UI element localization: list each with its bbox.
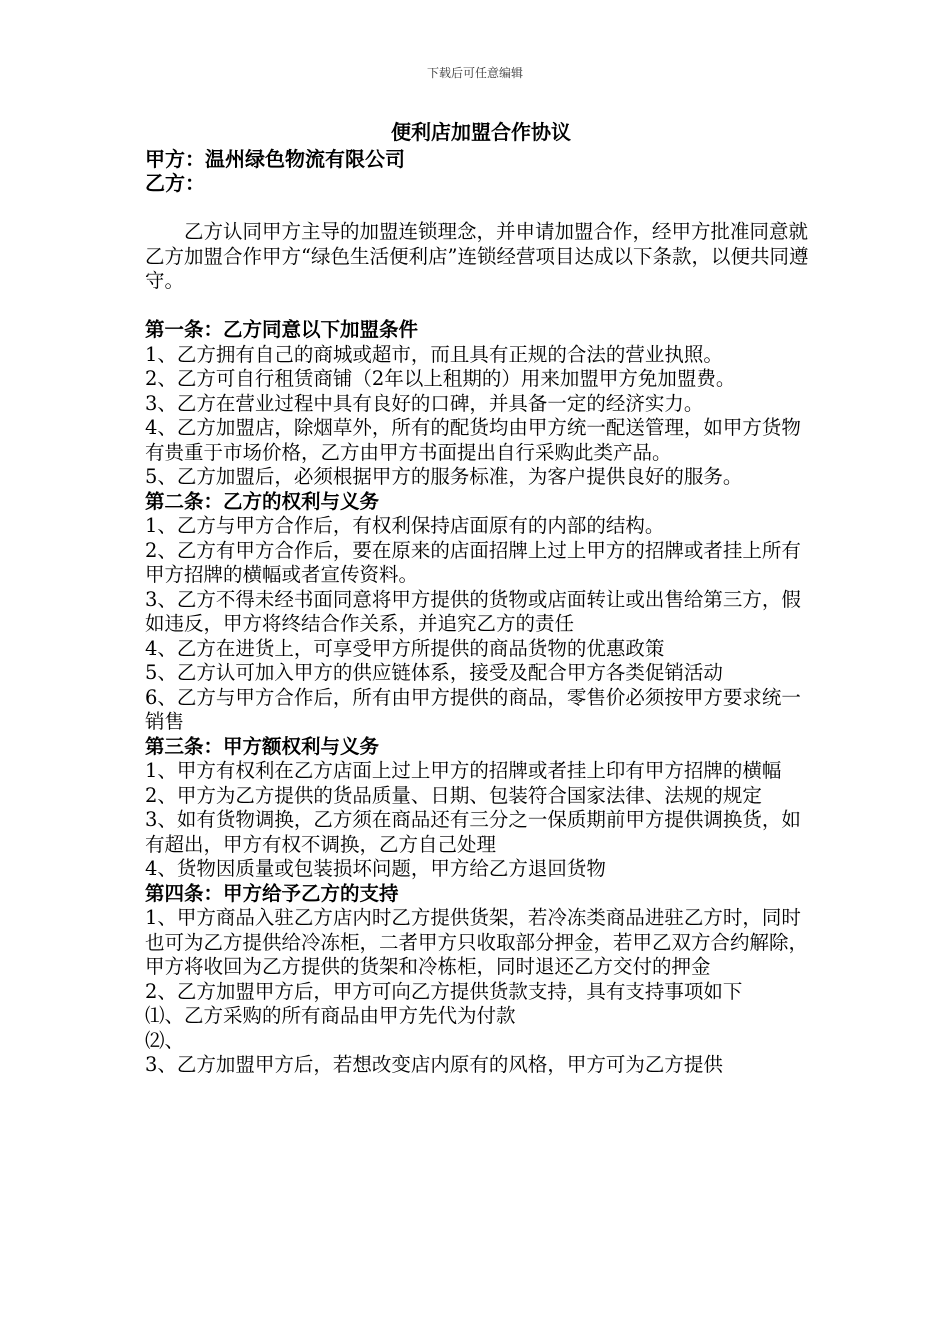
section-1-item: 5、乙方加盟后，必须根据甲方的服务标准，为客户提供良好的服务。	[145, 465, 743, 488]
section-1-item: 3、乙方在营业过程中具有良好的口碑，并具备一定的经济实力。	[145, 391, 704, 415]
section-4-item: 1、甲方商品入驻乙方店内时乙方提供货架，若冷冻类商品进驻乙方时，同时也可为乙方提供给冷冻柜，二者甲方只收取部分押金，若甲乙双方合约解除，甲方将收回为乙方提供的货架和冷栋柜，同时退还乙方交付的押金	[145, 906, 809, 978]
section-2-item: 5、乙方认可加入甲方的供应链体系，接受及配合甲方各类促销活动	[145, 661, 723, 684]
section-2-item: 4、乙方在进货上，可享受甲方所提供的商品货物的优惠政策	[145, 636, 665, 660]
section-1-heading: 第一条：乙方同意以下加盟条件	[145, 318, 419, 341]
section-2-heading: 第二条：乙方的权利与义务	[145, 489, 380, 513]
document-body	[145, 120, 817, 1078]
section-2-item: 1、乙方与甲方合作后，有权利保持店面原有的内部的结构。	[145, 514, 665, 537]
party-a-line: 甲方：温州绿色物流有限公司	[145, 146, 405, 171]
section-3-item: 2、甲方为乙方提供的货品质量、日期、包装符合国家法律、法规的规定	[145, 783, 762, 807]
section-1-item: 1、乙方拥有自己的商城或超市，而且具有正规的合法的营业执照。	[145, 342, 723, 366]
blank-line	[145, 294, 817, 319]
section-4-heading: 第四条：甲方给予乙方的支持	[145, 881, 399, 905]
section-1-item: 2、乙方可自行租赁商铺（2年以上租期的）用来加盟甲方免加盟费。	[145, 367, 736, 390]
section-3-item: 1、甲方有权利在乙方店面上过上甲方的招牌或者挂上印有甲方招牌的横幅	[145, 759, 782, 782]
party-b-line: 乙方：	[145, 171, 205, 195]
section-4-item: ⑵、	[145, 1028, 185, 1052]
section-4-item: 3、乙方加盟甲方后，若想改变店内原有的风格，甲方可为乙方提供	[145, 1053, 723, 1076]
section-2-item: 2、乙方有甲方合作后，要在原来的店面招牌上过上甲方的招牌或者挂上所有甲方招牌的横幅或者宣传资料。	[145, 538, 801, 586]
section-2-item: 6、乙方与甲方合作后，所有由甲方提供的商品，零售价必须按甲方要求统一销售	[145, 685, 801, 733]
page-header-note: 下载后可任意编辑	[426, 66, 523, 80]
document-title: 便利店加盟合作协议	[391, 120, 571, 144]
blank-line	[145, 196, 817, 221]
section-4-item: 2、乙方加盟甲方后，甲方可向乙方提供货款支持，具有支持事项如下	[145, 979, 743, 1003]
section-4-item: ⑴、乙方采购的所有商品由甲方先代为付款	[145, 1004, 516, 1027]
section-3-item: 3、如有货物调换，乙方须在商品还有三分之一保质期前甲方提供调换货，如有超出，甲方有权不调换，乙方自己处理	[145, 808, 801, 856]
section-3-heading: 第三条：甲方额权利与义务	[145, 734, 380, 758]
section-1-item: 4、乙方加盟店，除烟草外，所有的配货均由甲方统一配送管理，如甲方货物有贵重于市场价格，乙方由甲方书面提出自行采购此类产品。	[145, 416, 801, 464]
section-2-item: 3、乙方不得未经书面同意将甲方提供的货物或店面转让或出售给第三方，假如违反，甲方将终结合作关系，并追究乙方的责任	[145, 587, 801, 635]
section-3-item: 4、货物因质量或包装损坏问题，甲方给乙方退回货物	[145, 857, 606, 880]
intro-paragraph: 乙方认同甲方主导的加盟连锁理念，并申请加盟合作，经甲方批准同意就乙方加盟合作甲方“绿色生活便利店”连锁经营项目达成以下条款，以便共同遵守。	[145, 220, 809, 292]
